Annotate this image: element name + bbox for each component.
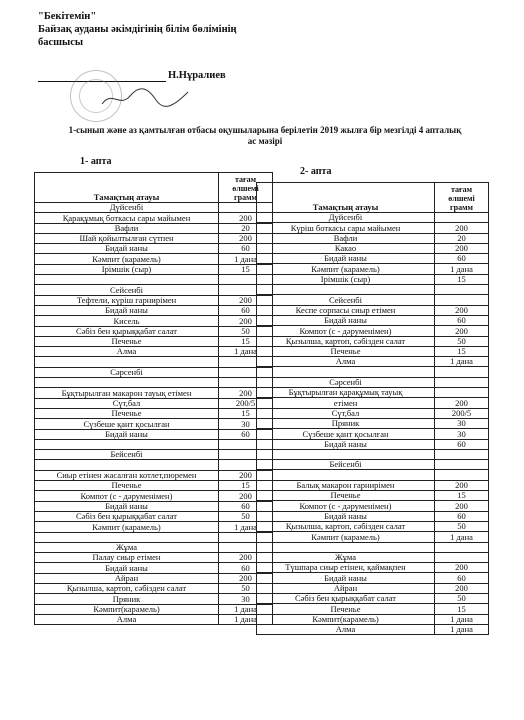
dish-quantity: 30	[435, 429, 489, 439]
week2-title: 2- апта	[300, 166, 332, 177]
dish-quantity: 200	[219, 316, 273, 326]
dish-name: Кеспе сорпасы сиыр етімен	[257, 305, 435, 315]
dish-name: Айран	[35, 573, 219, 583]
day-label: Бейсенбі	[35, 450, 219, 460]
dish-quantity: 30	[435, 418, 489, 428]
dish-quantity: 60	[435, 439, 489, 449]
menu-row	[257, 511, 489, 521]
dish-quantity: 200	[435, 223, 489, 233]
menu-row	[35, 491, 273, 501]
menu-row	[35, 223, 273, 233]
dish-quantity: 50	[435, 593, 489, 603]
dish-quantity: 200	[435, 501, 489, 511]
menu-row	[35, 398, 273, 408]
name-column-header: Тамақтың атауы	[35, 173, 219, 203]
dish-name: Бұқтырылған қарақұмық тауық	[257, 388, 435, 398]
blank-row	[257, 449, 489, 459]
dish-name: Печенье	[35, 408, 219, 418]
menu-row	[257, 439, 489, 449]
dish-name: Сүзбеше қант қосылған	[35, 419, 219, 429]
day-label: Сейсенбі	[257, 295, 435, 305]
day-row	[35, 203, 273, 213]
menu-row	[257, 357, 489, 367]
dish-name: Күріш боткасы сары майымен	[257, 223, 435, 233]
day-label: Жұма	[35, 542, 219, 552]
menu-row	[257, 315, 489, 325]
menu-row	[35, 511, 273, 521]
menu-row	[35, 573, 273, 583]
week1-title: 1- апта	[80, 156, 112, 167]
menu-row	[257, 501, 489, 511]
dish-name: Бидай наны	[257, 573, 435, 583]
dish-name: Ірімшік (сыр)	[257, 274, 435, 284]
menu-row	[257, 346, 489, 356]
empty-cell	[435, 213, 489, 223]
dish-quantity: 15	[219, 408, 273, 418]
day-label: Сәрсенбі	[35, 367, 219, 377]
dish-name: Печенье	[35, 336, 219, 346]
dish-name: Сәбіз бен қырыққабат салат	[35, 326, 219, 336]
empty-cell	[435, 460, 489, 470]
empty-cell	[435, 285, 489, 295]
dish-name: Сәбіз бен қырыққабат салат	[35, 511, 219, 521]
dish-name: Бидай наны	[35, 501, 219, 511]
day-row	[257, 213, 489, 223]
menu-row	[257, 336, 489, 346]
menu-row	[35, 594, 273, 604]
dish-quantity: 30	[219, 419, 273, 429]
dish-quantity: 20	[219, 223, 273, 233]
dish-name: Кәмпит (карамель)	[35, 522, 219, 532]
dish-name: Бидай наны	[35, 305, 219, 315]
dish-quantity: 60	[435, 254, 489, 264]
dish-quantity: 20	[435, 233, 489, 243]
menu-row	[257, 563, 489, 573]
dish-quantity: 200	[435, 398, 489, 408]
intro-line-2: ас мәзірі	[247, 136, 283, 146]
dish-quantity: 50	[435, 521, 489, 531]
dish-quantity: 30	[219, 594, 273, 604]
blank-row	[35, 532, 273, 542]
menu-row	[257, 305, 489, 315]
dish-name: Какао	[257, 243, 435, 253]
dish-name: Қарақұмық боткасы сары майымен	[35, 213, 219, 223]
empty-cell	[435, 449, 489, 459]
dish-quantity: 200	[435, 583, 489, 593]
blank-row	[35, 460, 273, 470]
day-label: Дүйсенбі	[257, 213, 435, 223]
day-row	[257, 377, 489, 387]
menu-row	[35, 295, 273, 305]
menu-row	[257, 243, 489, 253]
day-row	[257, 295, 489, 305]
dish-quantity: 1 дана	[435, 357, 489, 367]
empty-cell	[35, 378, 219, 388]
empty-cell	[257, 470, 435, 480]
dish-quantity: 200	[219, 295, 273, 305]
intro-line-1: 1-сынып және аз қамтылған отбасы оқушыларына берілетін 2019 жылға бір мезгілді 4 апталық	[68, 125, 462, 135]
dish-name: Палау сиыр етімен	[35, 553, 219, 563]
empty-cell	[435, 542, 489, 552]
dish-name: Кәмпит(карамель)	[35, 604, 219, 614]
dish-name: Балық макарон гарнирімен	[257, 480, 435, 490]
dish-quantity: 1 дана	[435, 614, 489, 624]
empty-cell	[257, 449, 435, 459]
menu-row	[35, 305, 273, 315]
day-row	[35, 367, 273, 377]
dish-name: Бидай наны	[257, 511, 435, 521]
dish-name: Бидай наны	[35, 429, 219, 439]
approved-label: "Бекітемін"	[38, 11, 97, 22]
menu-row	[257, 326, 489, 336]
dish-quantity: 60	[435, 315, 489, 325]
menu-row	[257, 429, 489, 439]
dish-name: Сүт,бал	[35, 398, 219, 408]
dish-quantity: 15	[219, 264, 273, 274]
dish-name: Қызылша, картоп, сәбізден салат	[257, 521, 435, 531]
menu-row	[35, 522, 273, 532]
dish-name: Кәмпит(карамель)	[257, 614, 435, 624]
empty-cell	[435, 470, 489, 480]
dish-name: Алма	[35, 614, 219, 624]
dish-name: Печенье	[257, 346, 435, 356]
menu-row	[257, 418, 489, 428]
blank-row	[35, 357, 273, 367]
dish-quantity: 1 дана	[435, 624, 489, 634]
dish-quantity: 200	[219, 491, 273, 501]
dish-quantity: 200	[435, 326, 489, 336]
blank-row	[257, 367, 489, 377]
dish-name: Шай қойылтылған сүтпен	[35, 233, 219, 243]
dish-name: Бидай наны	[35, 244, 219, 254]
day-row	[257, 460, 489, 470]
dish-name: Айран	[257, 583, 435, 593]
dish-quantity: 200/5	[219, 398, 273, 408]
dish-quantity: 15	[219, 336, 273, 346]
dish-name: Кәмпит (карамель)	[257, 264, 435, 274]
menu-row	[35, 244, 273, 254]
signature-line	[38, 69, 237, 82]
menu-row	[35, 233, 273, 243]
dish-name: Пряник	[35, 594, 219, 604]
dish-quantity: 200	[219, 470, 273, 480]
menu-row	[257, 233, 489, 243]
dish-quantity: 60	[219, 501, 273, 511]
day-label: Жұма	[257, 552, 435, 562]
dish-quantity: 50	[219, 583, 273, 593]
menu-row	[35, 264, 273, 274]
dish-name: Печенье	[35, 481, 219, 491]
menu-row	[257, 491, 489, 501]
dish-quantity: 1 дана	[435, 264, 489, 274]
menu-row	[257, 573, 489, 583]
dish-name: Компот (с - дәруменімен)	[257, 326, 435, 336]
menu-row	[257, 593, 489, 603]
dish-name: Қызылша, картоп, сәбізден салат	[35, 583, 219, 593]
blank-row	[257, 542, 489, 552]
menu-row	[257, 583, 489, 593]
department-line: Байзақ ауданы әкімдігінің білім бөлімінің	[38, 24, 237, 35]
dish-quantity: 200	[435, 480, 489, 490]
menu-row	[35, 470, 273, 480]
empty-cell	[35, 439, 219, 449]
menu-row	[35, 213, 273, 223]
dish-quantity: 200	[435, 243, 489, 253]
dish-quantity: 200	[219, 213, 273, 223]
day-row	[35, 450, 273, 460]
dish-name: Алма	[257, 624, 435, 634]
empty-cell	[257, 285, 435, 295]
blank-row	[257, 470, 489, 480]
qty-column-header: тағам өлшемі грамм	[219, 173, 273, 203]
dish-name: Вафли	[257, 233, 435, 243]
dish-quantity: 1 дана	[219, 347, 273, 357]
menu-row	[257, 604, 489, 614]
dish-name: Сәбіз бен қырыққабат салат	[257, 593, 435, 603]
dish-quantity: 1 дана	[219, 604, 273, 614]
menu-row	[257, 388, 489, 398]
dish-name: Сиыр етінен жасалған котлет,пюремен	[35, 470, 219, 480]
menu-row	[257, 614, 489, 624]
dish-quantity: 60	[219, 305, 273, 315]
empty-cell	[257, 367, 435, 377]
approval-block	[38, 10, 237, 82]
empty-cell	[35, 357, 219, 367]
menu-row	[35, 419, 273, 429]
menu-row	[35, 336, 273, 346]
dish-quantity: 60	[435, 511, 489, 521]
dish-name: Ірімшік (сыр)	[35, 264, 219, 274]
menu-row	[35, 553, 273, 563]
menu-row	[35, 604, 273, 614]
dish-quantity: 15	[435, 491, 489, 501]
menu-row	[35, 388, 273, 398]
dish-quantity: 200	[219, 573, 273, 583]
dish-quantity: 200/5	[435, 408, 489, 418]
menu-row	[257, 254, 489, 264]
dish-name: Кәмпит (карамель)	[35, 254, 219, 264]
dish-quantity: 200	[219, 233, 273, 243]
dish-name: Бидай наны	[257, 254, 435, 264]
menu-row	[35, 583, 273, 593]
name-column-header: Тамақтың атауы	[257, 183, 435, 213]
empty-cell	[435, 552, 489, 562]
dish-name: Печенье	[257, 491, 435, 501]
dish-quantity: 1 дана	[435, 532, 489, 542]
blank-row	[257, 285, 489, 295]
empty-cell	[435, 367, 489, 377]
dish-quantity: 200	[219, 553, 273, 563]
menu-row	[35, 429, 273, 439]
dish-name: Алма	[257, 357, 435, 367]
day-label: Дүйсенбі	[35, 203, 219, 213]
menu-row	[257, 274, 489, 284]
day-label: Сәрсенбі	[257, 377, 435, 387]
signer-name: Н.Нұралиев	[168, 70, 226, 81]
blank-row	[35, 275, 273, 285]
menu-row	[35, 481, 273, 491]
handwritten-signature	[100, 86, 190, 110]
dish-quantity: 1 дана	[219, 614, 273, 624]
empty-cell	[35, 460, 219, 470]
dish-quantity: 60	[435, 573, 489, 583]
dish-name: Кисель	[35, 316, 219, 326]
document-intro	[40, 125, 490, 147]
dish-quantity: 15	[219, 481, 273, 491]
dish-name: Компот (с - дәруменімен)	[35, 491, 219, 501]
day-row	[257, 552, 489, 562]
dish-quantity: 50	[435, 336, 489, 346]
dish-name: Печенье	[257, 604, 435, 614]
dish-name: Бұқтырылған макарон тауық етімен	[35, 388, 219, 398]
blank-row	[35, 439, 273, 449]
dish-name: Сүзбеше қант қосылған	[257, 429, 435, 439]
menu-row	[257, 624, 489, 634]
menu-row	[35, 614, 273, 624]
menu-row	[257, 480, 489, 490]
dish-quantity: 200	[219, 388, 273, 398]
dish-name: Кәмпит (карамель)	[257, 532, 435, 542]
menu-row	[257, 264, 489, 274]
dish-quantity: 50	[219, 326, 273, 336]
head-title: басшысы	[38, 37, 84, 48]
dish-quantity	[435, 388, 489, 398]
empty-cell	[35, 532, 219, 542]
day-label: Сейсенбі	[35, 285, 219, 295]
dish-name: Қызылша, картоп, сәбізден салат	[257, 336, 435, 346]
week2-menu-table	[256, 182, 489, 635]
dish-quantity: 60	[219, 563, 273, 573]
menu-row	[257, 532, 489, 542]
menu-row	[257, 408, 489, 418]
dish-quantity: 15	[435, 604, 489, 614]
dish-quantity: 60	[219, 244, 273, 254]
menu-row	[35, 563, 273, 573]
menu-row	[35, 408, 273, 418]
dish-name: Тефтели, күріш гарнирімен	[35, 295, 219, 305]
dish-quantity: 1 дана	[219, 254, 273, 264]
menu-row	[257, 223, 489, 233]
qty-column-header: тағам өлшемі грамм	[435, 183, 489, 213]
empty-cell	[435, 377, 489, 387]
menu-row	[35, 347, 273, 357]
dish-quantity: 15	[435, 346, 489, 356]
day-row	[35, 285, 273, 295]
dish-name: Вафли	[35, 223, 219, 233]
day-row	[35, 542, 273, 552]
dish-name: Алма	[35, 347, 219, 357]
menu-row	[35, 501, 273, 511]
empty-cell	[257, 542, 435, 552]
dish-name: Бидай наны	[257, 439, 435, 449]
dish-quantity: 60	[219, 429, 273, 439]
dish-name: Пряник	[257, 418, 435, 428]
dish-name: Түшпара сиыр етінен, қаймақпен	[257, 563, 435, 573]
menu-row	[35, 254, 273, 264]
dish-name: Компот (с - дәруменімен)	[257, 501, 435, 511]
blank-row	[35, 378, 273, 388]
dish-name: етімен	[257, 398, 435, 408]
menu-row	[35, 316, 273, 326]
menu-row	[257, 398, 489, 408]
dish-quantity: 50	[219, 511, 273, 521]
menu-row	[35, 326, 273, 336]
dish-name: Бидай наны	[35, 563, 219, 573]
dish-quantity: 15	[435, 274, 489, 284]
day-label: Бейсенбі	[257, 460, 435, 470]
dish-quantity: 1 дана	[219, 522, 273, 532]
menu-row	[257, 521, 489, 531]
dish-name: Сүт,бал	[257, 408, 435, 418]
dish-quantity: 200	[435, 563, 489, 573]
empty-cell	[35, 275, 219, 285]
empty-cell	[435, 295, 489, 305]
dish-quantity: 200	[435, 305, 489, 315]
dish-name: Бидай наны	[257, 315, 435, 325]
week1-menu-table	[34, 172, 273, 625]
